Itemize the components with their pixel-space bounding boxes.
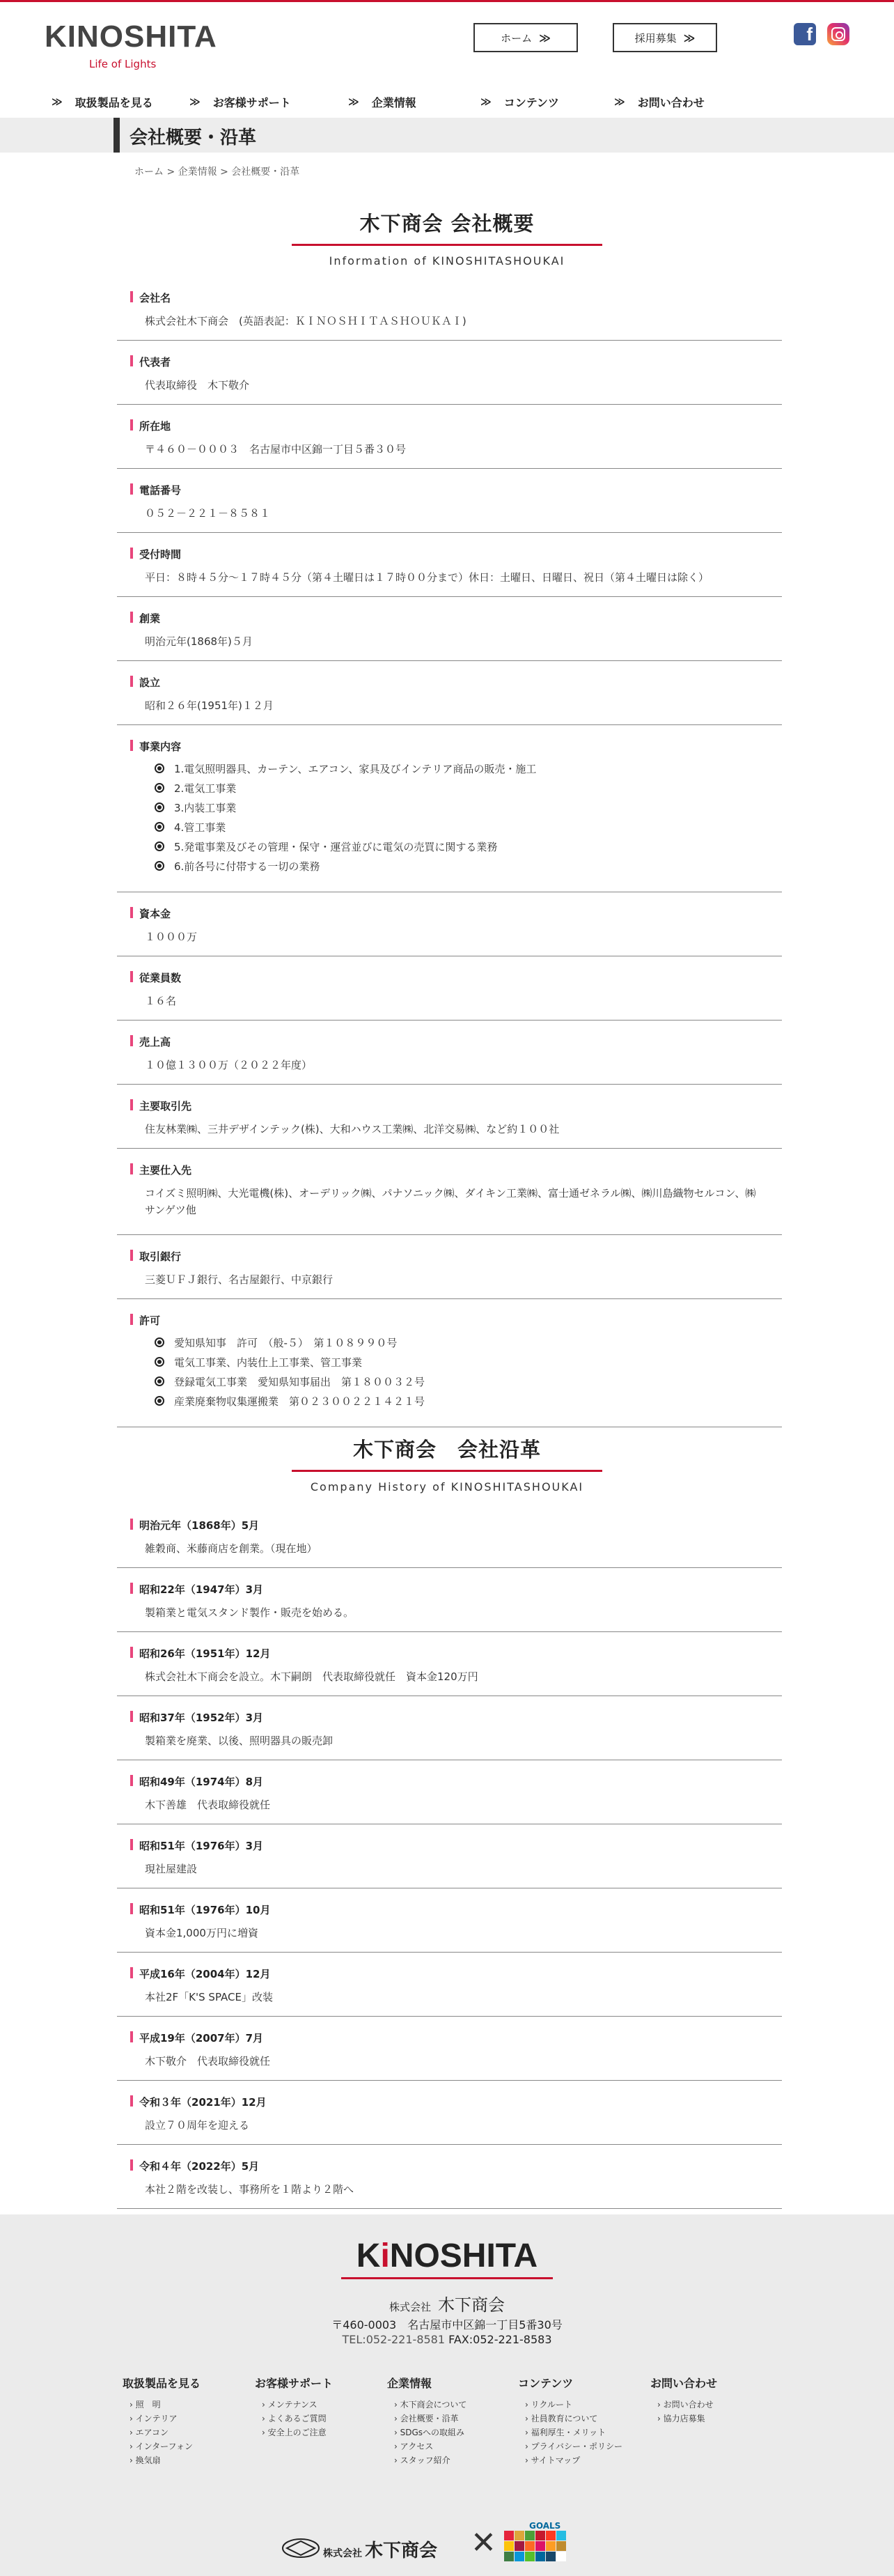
info-row: [117, 277, 782, 341]
breadcrumb: [134, 164, 299, 178]
row-label: 主要仕入先: [130, 1163, 191, 1177]
row-label: 資本金: [130, 906, 171, 921]
footer-link[interactable]: › 会社概要・沿革: [394, 2412, 466, 2426]
row-value: 平日：８時４５分～１７時４５分（第４土曜日は１７時００分まで）休日：土曜日、日曜日、祝日（第４土曜日は除く）: [145, 571, 709, 584]
list-item: [155, 837, 536, 856]
instagram-icon[interactable]: [827, 23, 849, 45]
info-row: [117, 1888, 782, 1953]
overview-subtitle: Information of KINOSHITASHOUKAI: [329, 254, 565, 267]
info-row: [117, 341, 782, 405]
sdg-tile: [546, 2531, 556, 2540]
row-label: 平成19年（2007年）7月: [130, 2031, 263, 2045]
nav-item-support[interactable]: [189, 91, 291, 112]
footer-link[interactable]: › SDGsへの取組み: [394, 2426, 466, 2439]
bullet-icon: [155, 802, 164, 812]
list-item-text: 4.管工事業: [174, 821, 226, 834]
footer-link[interactable]: › 照 明: [130, 2398, 201, 2412]
row-label: 受付時間: [130, 547, 181, 561]
list-item: [155, 856, 536, 876]
nav-item-label: 企業情報: [371, 95, 416, 109]
row-label: 令和４年（2022年）5月: [130, 2159, 259, 2173]
chevron-right-icon: ≫: [189, 95, 201, 108]
nav-item-label: 取扱製品を見る: [74, 95, 153, 109]
info-row: [117, 1953, 782, 2017]
sdg-tile: [525, 2531, 535, 2540]
chevron-right-icon: ≫: [348, 95, 359, 108]
sdg-tile: [525, 2552, 535, 2561]
row-value: １０億１３００万（２０２２年度）: [145, 1059, 313, 1071]
footer-column: [255, 2375, 333, 2439]
facebook-icon[interactable]: [794, 23, 816, 45]
info-row: [117, 469, 782, 533]
sdg-tile: [535, 2531, 545, 2540]
bullet-icon: [155, 841, 164, 851]
row-value: 明治元年(1868年)５月: [145, 635, 253, 648]
nav-item-contact[interactable]: [614, 91, 705, 112]
recruit-button-label: 採用募集: [634, 31, 677, 45]
logo-text: KINOSHITA: [45, 20, 217, 54]
info-row: [117, 725, 782, 892]
info-row: [117, 597, 782, 661]
breadcrumb-home-link[interactable]: ホーム: [134, 166, 164, 178]
sdg-tile: [556, 2531, 566, 2540]
row-label: 昭和51年（1976年）3月: [130, 1838, 263, 1853]
info-row: [117, 2017, 782, 2081]
logo-tagline: Life of Lights: [89, 58, 157, 70]
title-accent-bar: [113, 118, 120, 153]
footer-link[interactable]: › 安全上のご注意: [262, 2426, 333, 2439]
history-list: [117, 1504, 782, 2209]
info-row: [117, 1149, 782, 1235]
row-label: 昭和22年（1947年）3月: [130, 1582, 263, 1597]
footer-company-mark: [323, 2536, 437, 2562]
list-item-text: 5.発電事業及びその管理・保守・運営並びに電気の売買に関する業務: [174, 840, 498, 853]
row-label: 従業員数: [130, 970, 181, 985]
list-item: [155, 1333, 425, 1352]
list-item-text: 1.電気照明器具、カーテン、エアコン、家具及びインテリア商品の販売・施工: [174, 762, 537, 775]
footer-contact: [0, 2333, 894, 2346]
bullet-icon: [155, 1396, 164, 1406]
bullet-icon: [155, 861, 164, 871]
row-value: コイズミ照明㈱、大光電機(株)、オーデリック㈱、パナソニック㈱、ダイキン工業㈱、富士通ゼネラル㈱、㈱川島織物セルコン、㈱サンゲツ他: [145, 1187, 756, 1216]
sdg-tile: [546, 2552, 556, 2561]
footer-link[interactable]: › 福利厚生・メリット: [525, 2426, 622, 2439]
row-label: 所在地: [130, 419, 171, 433]
row-value: 三菱ＵＦＪ銀行、名古屋銀行、中京銀行: [145, 1273, 334, 1286]
list-item-text: 登録電気工事業 愛知県知事届出 第１８００３２号: [174, 1375, 425, 1388]
footer-link[interactable]: › 換気扇: [130, 2453, 201, 2467]
footer-column: [387, 2375, 466, 2467]
overview-title: 木下商会 会社概要: [359, 212, 535, 235]
sdg-tile: [504, 2531, 514, 2540]
sdgs-grid: [504, 2531, 567, 2561]
row-label: 電話番号: [130, 483, 181, 497]
row-value: 代表取締役 木下敬介: [145, 379, 250, 391]
history-title: 木下商会 会社沿革: [352, 1438, 541, 1461]
footer-column: [650, 2375, 717, 2426]
row-value: ０５２－２２１－８５８１: [145, 507, 271, 520]
sdg-tile: [515, 2531, 524, 2540]
row-value: 本社2F「K'S SPACE」改装: [145, 1991, 273, 2003]
footer-link[interactable]: › お問い合わせ: [657, 2398, 717, 2412]
sdg-tile: [504, 2552, 514, 2561]
info-row: [117, 892, 782, 956]
footer-column: [123, 2375, 201, 2467]
footer-logo-underline: [341, 2277, 553, 2279]
footer-address: 〒460-0003 名古屋市中区錦一丁目5番30号: [331, 2318, 563, 2331]
breadcrumb-separator: >: [217, 166, 232, 178]
list-item: [155, 817, 536, 837]
list-item: [155, 1352, 425, 1372]
sdgs-goals-label: GOALS: [529, 2521, 561, 2531]
row-label: 事業内容: [130, 739, 181, 754]
breadcrumb-parent-link[interactable]: 企業情報: [178, 166, 217, 178]
nav-item-label: お客様サポート: [212, 95, 291, 109]
info-row: [117, 1696, 782, 1760]
sdg-tile: [504, 2541, 514, 2551]
row-value: 住友林業㈱、三井デザインテック(株)、大和ハウス工業㈱、北洋交易㈱、など約１００社: [145, 1123, 560, 1135]
row-value: 現社屋建設: [145, 1863, 198, 1875]
history-subtitle: Company History of KINOSHITASHOUKAI: [310, 1480, 584, 1493]
sdg-tile: [535, 2552, 545, 2561]
row-bullet-list: [155, 1333, 425, 1411]
row-value: 本社２階を改装し、事務所を１階より２階へ: [145, 2183, 354, 2196]
row-label: 設立: [130, 675, 160, 690]
row-value: 木下善雄 代表取締役就任: [145, 1799, 271, 1811]
row-label: 会社名: [130, 290, 171, 305]
nav-item-products[interactable]: [52, 91, 153, 112]
list-item-text: 3.内装工事業: [174, 801, 237, 814]
row-label: 許可: [130, 1313, 160, 1328]
row-label: 主要取引先: [130, 1099, 191, 1113]
footer-link[interactable]: › インテリア: [130, 2412, 201, 2426]
footer-link[interactable]: › よくあるご質問: [262, 2412, 333, 2426]
bullet-icon: [155, 1337, 164, 1347]
footer-kanji-prefix: 株式会社: [323, 2548, 362, 2559]
sdg-tile: [525, 2541, 535, 2551]
info-row: [117, 405, 782, 469]
footer-link[interactable]: › プライバシー・ポリシー: [525, 2439, 622, 2453]
footer-column-title[interactable]: お問い合わせ: [650, 2377, 718, 2390]
row-label: 代表者: [130, 355, 171, 369]
info-row: [117, 1235, 782, 1299]
row-label: 令和３年（2021年）12月: [130, 2095, 267, 2109]
facebook-letter: f: [806, 24, 813, 45]
footer-link[interactable]: › 社員教育について: [525, 2412, 622, 2426]
footer-company-prefix: 株式会社: [389, 2301, 431, 2313]
chevron-right-icon: ≫: [683, 31, 696, 45]
nav-item-company[interactable]: [348, 91, 416, 112]
overview-list: [117, 277, 782, 1427]
footer-logo-k: K: [356, 2237, 381, 2274]
footer-link[interactable]: › メンテナンス: [262, 2398, 333, 2412]
row-label: 取引銀行: [130, 1249, 181, 1264]
info-row: [117, 1824, 782, 1888]
row-label: 昭和51年（1976年）10月: [130, 1902, 271, 1917]
info-row: [117, 2145, 782, 2209]
home-button-label: ホーム: [501, 31, 533, 45]
overview-heading: [0, 208, 894, 267]
info-row: [117, 1632, 782, 1696]
nav-item-label: お問い合わせ: [637, 95, 705, 109]
list-item: [155, 1372, 425, 1391]
history-heading: [0, 1434, 894, 1493]
row-value: 資本金1,000万円に増資: [145, 1927, 258, 1939]
sdg-tile: [535, 2541, 545, 2551]
list-item: [155, 759, 536, 778]
info-row: [117, 2081, 782, 2145]
row-label: 昭和26年（1951年）12月: [130, 1646, 271, 1661]
page-title-bar: [0, 118, 894, 153]
company-seal-icon: [281, 2538, 320, 2559]
info-row: [117, 956, 782, 1021]
row-label: 創業: [130, 611, 160, 626]
global-nav: [0, 91, 894, 112]
row-label: 平成16年（2004年）12月: [130, 1966, 271, 1981]
sdgs-logo: [504, 2521, 567, 2576]
nav-item-contents[interactable]: [480, 91, 559, 112]
footer-column-title[interactable]: お客様サポート: [255, 2377, 334, 2390]
info-row: [117, 1568, 782, 1632]
footer-bottom-logos: [281, 2521, 615, 2576]
row-label: 昭和37年（1952年）3月: [130, 1710, 263, 1725]
bullet-icon: [155, 1376, 164, 1386]
row-value: 昭和２６年(1951年)１２月: [145, 699, 274, 712]
list-item-text: 電気工事業、内装仕上工事業、管工事業: [174, 1356, 363, 1369]
list-item-text: 産業廃棄物収集運搬業 第０２３００２２１４２１号: [174, 1395, 425, 1408]
row-label: 昭和49年（1974年）8月: [130, 1774, 263, 1789]
list-item-text: 6.前各号に付帯する一切の業務: [174, 860, 320, 873]
breadcrumb-separator: >: [164, 166, 178, 178]
chevron-right-icon: ≫: [52, 95, 63, 108]
footer-link[interactable]: › 木下商会について: [394, 2398, 466, 2412]
bullet-icon: [155, 1357, 164, 1367]
info-row: [117, 1504, 782, 1568]
footer-tel: TEL:052-221-8581: [342, 2333, 446, 2346]
row-bullet-list: [155, 759, 536, 876]
footer-link[interactable]: › エアコン: [130, 2426, 201, 2439]
title-underline: [292, 1470, 602, 1472]
footer-fax: FAX:052-221-8583: [445, 2333, 552, 2346]
breadcrumb-current: 会社概要・沿革: [231, 166, 300, 178]
home-button[interactable]: [473, 23, 578, 52]
list-item-text: 2.電気工事業: [174, 782, 237, 795]
row-value: 設立７０周年を迎える: [145, 2119, 250, 2132]
nav-item-label: コンテンツ: [503, 95, 559, 109]
row-value: 木下敬介 代表取締役就任: [145, 2055, 271, 2067]
info-row: [117, 1085, 782, 1149]
footer-logo-rest: NOSHITA: [389, 2237, 538, 2274]
footer-column-title[interactable]: 取扱製品を見る: [123, 2377, 201, 2390]
footer-company: [0, 2291, 894, 2315]
footer-link[interactable]: › リクルート: [525, 2398, 622, 2412]
title-underline: [292, 244, 602, 246]
row-value: １０００万: [145, 931, 198, 943]
bullet-icon: [155, 822, 164, 832]
row-value: 雑穀商、米藤商店を創業。（現在地）: [145, 1542, 317, 1555]
footer-logo[interactable]: [0, 2237, 894, 2275]
footer-link[interactable]: › スタッフ紹介: [394, 2453, 466, 2467]
site-logo[interactable]: [45, 22, 217, 70]
list-item: [155, 778, 536, 798]
bullet-icon: [155, 783, 164, 793]
bullet-icon: [155, 763, 164, 773]
info-row: [117, 1021, 782, 1085]
info-row: [117, 1299, 782, 1427]
list-item: [155, 798, 536, 817]
sdg-tile: [556, 2541, 566, 2551]
footer-column-title[interactable]: コンテンツ: [518, 2377, 574, 2390]
footer-logo-i: i: [380, 2237, 390, 2274]
info-row: [117, 661, 782, 725]
row-value: 製箱業と電気スタンド製作・販売を始める。: [145, 1606, 354, 1619]
footer-kanji-name: 木下商会: [365, 2540, 438, 2561]
chevron-right-icon: ≫: [614, 95, 625, 108]
sdg-tile: [515, 2541, 524, 2551]
list-item-text: 愛知県知事 許可 （般-５） 第１０８９９０号: [174, 1336, 398, 1349]
chevron-right-icon: ≫: [539, 31, 551, 45]
info-row: [117, 1760, 782, 1824]
footer-link[interactable]: › 協力店募集: [657, 2412, 717, 2426]
page-title: 会社概要・沿革: [130, 127, 257, 148]
footer-company-name: 木下商会: [438, 2295, 505, 2315]
footer-link[interactable]: › アクセス: [394, 2439, 466, 2453]
row-value: 〒４６０－０００３ 名古屋市中区錦一丁目５番３０号: [145, 443, 407, 456]
row-label: 売上高: [130, 1034, 171, 1049]
row-label: 明治元年（1868年）5月: [130, 1518, 259, 1533]
footer-link[interactable]: › サイトマップ: [525, 2453, 622, 2467]
row-value: 株式会社木下商会を設立。木下嗣朗 代表取締役就任 資本金120万円: [145, 1670, 478, 1683]
info-row: [117, 533, 782, 597]
footer-column-title[interactable]: 企業情報: [387, 2377, 432, 2390]
list-item: [155, 1391, 425, 1411]
sdg-tile: [546, 2541, 556, 2551]
site-footer: [0, 2214, 894, 2576]
sdg-tile: [515, 2552, 524, 2561]
sdg-tile: [556, 2552, 566, 2561]
footer-link[interactable]: › インターフォン: [130, 2439, 201, 2453]
chevron-right-icon: ≫: [480, 95, 492, 108]
row-value: １６名: [145, 995, 177, 1007]
row-value: 製箱業を廃業、以後、照明器具の販売卸: [145, 1735, 334, 1747]
site-header: [0, 2, 894, 86]
cross-icon: ✕: [471, 2525, 496, 2561]
recruit-button[interactable]: [613, 23, 717, 52]
footer-column: [518, 2375, 622, 2467]
row-value: 株式会社木下商会 (英語表記：ＫＩＮＯＳＨＩＴＡＳＨＯＵＫＡＩ): [145, 315, 466, 327]
